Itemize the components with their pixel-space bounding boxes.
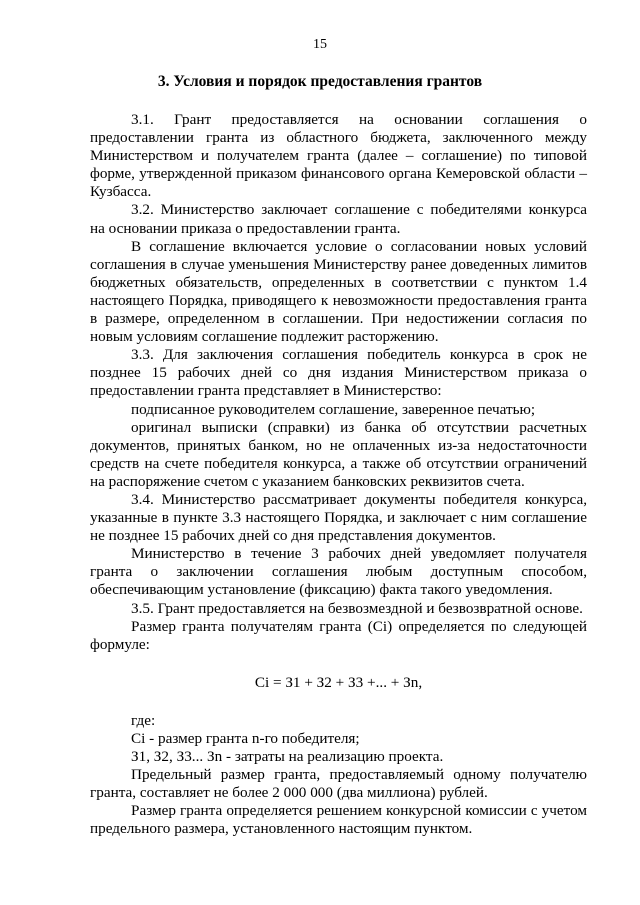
paragraph-3-1: 3.1. Грант предоставляется на основании соглашения о предоставлении гранта из областного бюджета, заключенного между Министерством и получателем гранта (далее – соглашение) по типовой форме, утвержденной приказом финансового органа Кемеровской области – Кузбасса. xyxy=(90,111,587,201)
section-title: 3. Условия и порядок предоставления грантов xyxy=(157,73,483,90)
paragraph-signed-agreement: подписанное руководителем соглашение, заверенное печатью; xyxy=(131,400,536,418)
paragraph-ci-definition: Ci - размер гранта n-го победителя; xyxy=(131,730,360,747)
paragraph-max-grant: Предельный размер гранта, предоставляемый одному получателю гранта, составляет не более 2 000 000 (два миллиона) рублей. xyxy=(90,766,587,802)
paragraph-3-5: 3.5. Грант предоставляется на безвозмездной и безвозвратной основе. xyxy=(131,599,583,617)
page-number: 15 xyxy=(313,37,327,52)
paragraph-agreement-conditions: В соглашение включается условие о согласовании новых условий соглашения в случае уменьшения Министерству ранее доведенных лимитов бюджетных обязательств, определенных в соответствии с пунктом 1.4 настоящего Порядка, приводящего к невозможности предоставления гранта в размере, определенном в соглашении. При недостижении согласия по новым условиям соглашение подлежит расторжению. xyxy=(90,237,587,346)
paragraph-bank-statement: оригинал выписки (справки) из банка об отсутствии расчетных документов, принятых банком, но не оплаченных из-за недостаточности средств на счете победителя конкурса, а также об отсутствии ограничений на распоряжение счетом с указанием банковских реквизитов счета. xyxy=(90,418,587,490)
grant-formula: Ci = З1 + З2 + З3 +... + Зn, xyxy=(254,673,423,691)
paragraph-3-2: 3.2. Министерство заключает соглашение с победителями конкурса на основании приказа о предоставлении гранта. xyxy=(90,201,587,237)
paragraph-grant-decision: Размер гранта определяется решением конкурсной комиссии с учетом предельного размера, установленного настоящим пунктом. xyxy=(90,802,587,838)
paragraph-grant-size-formula-intro: Размер гранта получателям гранта (Ci) определяется по следующей формуле: xyxy=(90,617,587,653)
paragraph-costs-definition: З1, З2, З3... Зn - затраты на реализацию проекта. xyxy=(131,748,444,766)
paragraph-3-4: 3.4. Министерство рассматривает документы победителя конкурса, указанные в пункте 3.3 настоящего Порядка, и заключает с ним соглашение не позднее 15 рабочих дней со дня представления документов. xyxy=(90,490,587,545)
paragraph-notification: Министерство в течение 3 рабочих дней уведомляет получателя гранта о заключении соглашения любым доступным способом, обеспечивающим установление (фиксацию) факта такого уведомления. xyxy=(90,545,587,599)
document-body xyxy=(90,111,587,839)
paragraph-3-3: 3.3. Для заключения соглашения победитель конкурса в срок не позднее 15 рабочих дней со дня издания Министерством приказа о предоставлении гранта представляет в Министерство: xyxy=(90,346,587,400)
paragraph-where: где: xyxy=(131,711,156,729)
